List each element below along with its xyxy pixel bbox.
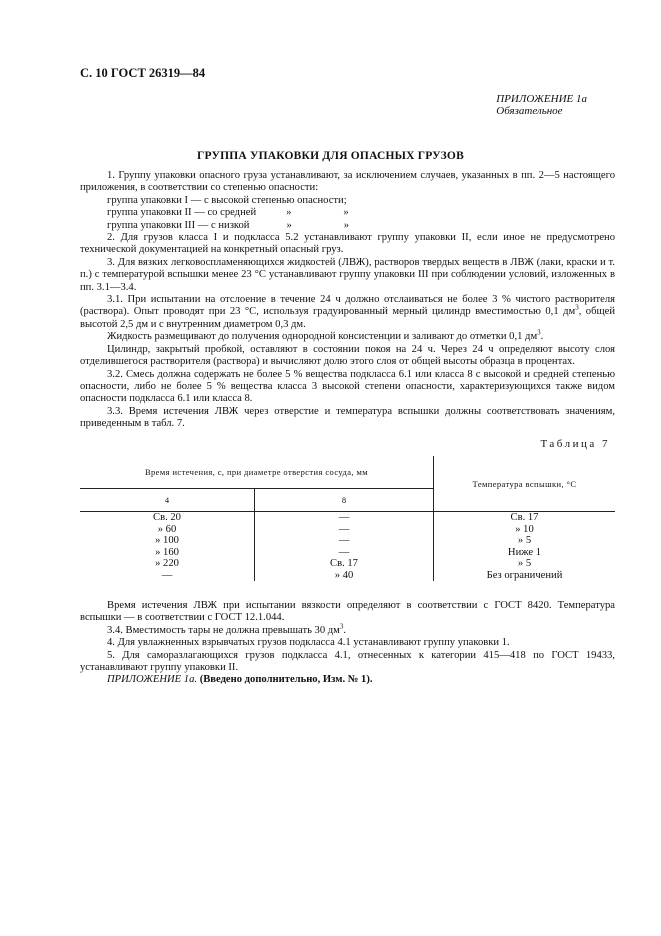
table-cell: » 220: [155, 558, 179, 569]
table-cell: » 60: [157, 523, 177, 535]
table-cell: —: [338, 523, 350, 535]
table-cell: —: [161, 569, 173, 581]
document-body-after-table: [80, 600, 615, 687]
table-cell: » 160: [155, 546, 179, 558]
paragraph-5: 5. Для саморазлагающихся грузов подкласса 4.1, отнесенных к категории 415—418 по ГОСТ 19433, устанавливают группу упаковки II.: [80, 649, 615, 674]
table-cell: —: [338, 535, 350, 546]
paragraph-3-3: 3.3. Время истечения ЛВЖ через отверстие и температура вспышки должны соответствовать значениям, приведенным в табл. 7.: [80, 405, 615, 430]
paragraph-4: 4. Для увлажненных взрывчатых грузов подкласса 4.1 устанавливают группу упаковки 1.: [107, 637, 510, 649]
page-header: С. 10 ГОСТ 26319—84: [80, 66, 206, 80]
paragraph-3-2: 3.2. Смесь должна содержать не более 5 % вещества подкласса 6.1 или класса 8 с высокой и средней степенью опасности, либо не более 5 % вещества класса 3 высокой степени опасности, характеризующихся также видом опасности подкласса 6.1 или класса 8.: [80, 368, 615, 405]
appendix-status: Обязательное: [496, 105, 563, 117]
header-diameter-4: 4: [80, 489, 255, 512]
appendix-title: ПРИЛОЖЕНИЕ 1а: [496, 93, 587, 105]
table-cell: Св. 17: [510, 512, 539, 523]
appendix-label: [496, 93, 587, 117]
column-flash-temp: [434, 512, 616, 582]
paragraph-3-1: 3.1. При испытании на отслоение в течение 24 ч должно отслаиваться не более 3 % чистого растворителя (раствора). Опыт проводят при 23 °С, используя градуированный мерный цилиндр вместимостью 0,1 $дм^3$, общей высотой 2,5 дм и с внутренним диаметром 0,3 дм.: [80, 294, 616, 330]
header-flash-temp: Температура вспышки, °С: [434, 456, 616, 512]
table-cell: » 5: [517, 535, 532, 546]
table-cell: Св. 17: [330, 558, 358, 569]
paragraph-2: 2. Для грузов класса I и подкласса 5.2 устанавливают группу упаковки II, если иное не предусмотрено технической документацией на конкретный опасный груз.: [80, 232, 615, 256]
table-cell: Без ограничений: [486, 569, 563, 581]
paragraph-3: 3. Для вязких легковоспламеняющихся жидкостей (ЛВЖ), растворов твердых веществ в ЛВЖ (лаки, краски и т. п.) с температурой вспышки менее 23 °С устанавливают группу упаковки III при соблюдении условий, изложенных в пп. 3.1—3.4.: [80, 256, 615, 293]
paragraph-3-4: 3.4. Вместимость тары не должна превышать 30 $дм^3$.: [107, 622, 347, 636]
table-cell: » 10: [515, 523, 534, 535]
table-cell: Ниже 1: [507, 546, 542, 558]
table-cell: » 5: [517, 558, 532, 569]
paragraph-3-1-liquid: Жидкость размещивают до получения однородной консистенции и заливают до отметки 0,1 $дм^3$.: [107, 328, 544, 343]
header-diameter-8: 8: [255, 489, 434, 512]
table-cell: » 40: [334, 569, 354, 581]
document-body: [80, 170, 615, 431]
table-cell: Св. 20: [153, 512, 181, 523]
amendment-note: ПРИЛОЖЕНИЕ 1а. (Введено дополнительно, Изм. № 1).: [107, 674, 373, 686]
table-7: [80, 456, 615, 581]
table-cell: —: [338, 546, 350, 558]
section-title: ГРУППА УПАКОВКИ ДЛЯ ОПАСНЫХ ГРУЗОВ: [197, 150, 464, 162]
paragraph-1: 1. Группу упаковки опасного груза устанавливают, за исключением случаев, указанных в пп. 2—5 настоящего приложения, в соответствии со степенью опасности:: [80, 170, 615, 194]
group-line-2: группа упаковки II — со средней » »: [107, 207, 349, 219]
table-cell: » 100: [155, 535, 179, 546]
column-diameter-8: [255, 512, 434, 582]
group-line-3: группа упаковки III — с низкой » »: [107, 219, 350, 231]
group-line-1: группа упаковки I — с высокой степенью опасности;: [107, 194, 347, 206]
column-diameter-4: [80, 512, 255, 582]
table-cell: —: [338, 512, 350, 523]
header-flow-time: Время истечения, с, при диаметре отверстия сосуда, мм: [80, 456, 434, 489]
paragraph-3-1-cylinder: Цилиндр, закрытый пробкой, оставляют в состоянии покоя на 24 ч. Через 24 ч определяют высоту слоя отделившегося растворителя (раствора) и вычисляют долю этого слоя от общей высоты образца в процентах.: [80, 343, 615, 368]
paragraph-after-table: Время истечения ЛВЖ при испытании вязкости определяют в соответствии с ГОСТ 8420. Температура вспышки — в соответствии с ГОСТ 12.1.044.: [80, 600, 615, 624]
table-caption: Таблица 7: [540, 438, 610, 450]
